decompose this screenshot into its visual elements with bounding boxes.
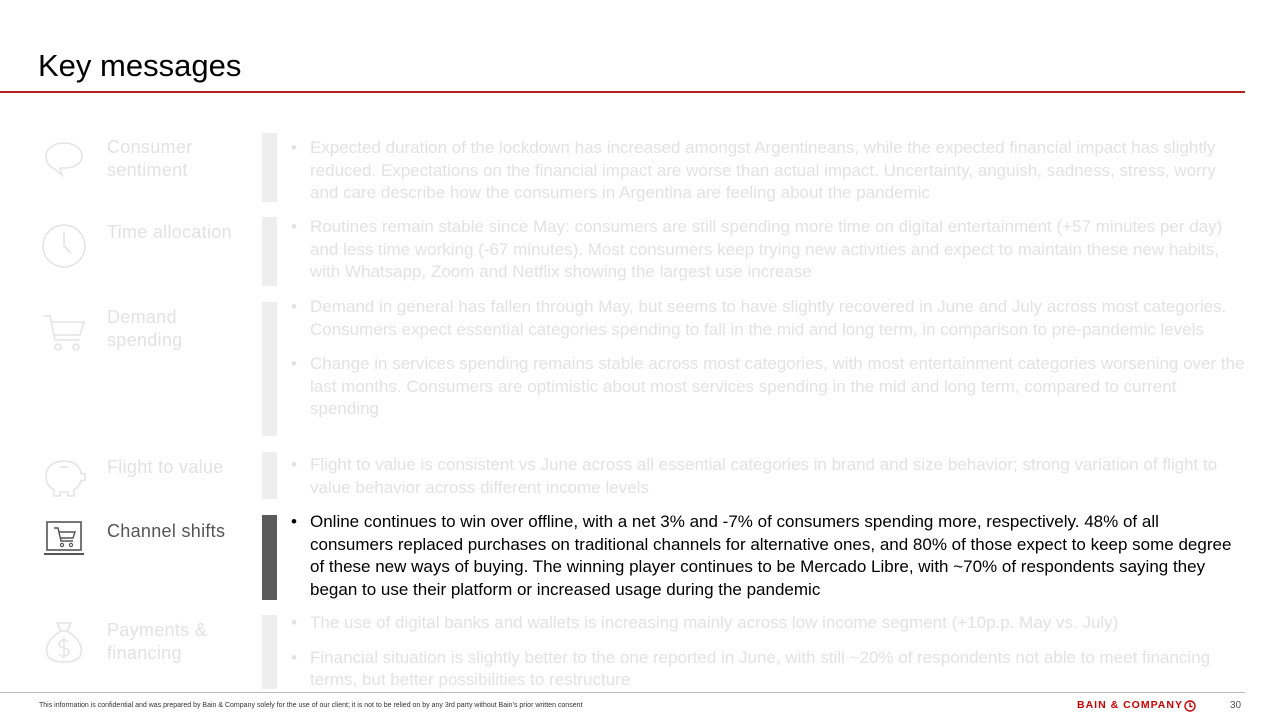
section-bullets xyxy=(291,511,1246,601)
section-bar xyxy=(262,452,277,499)
section-demand-spending xyxy=(0,297,1280,442)
confidentiality-disclaimer: This information is confidential and was prepared by Bain & Company solely for the use of our client; it is not to be relied on by any 3rd party without Bain’s prior written consent xyxy=(39,702,583,709)
bullet-text: • Flight to value is consistent vs June across all essential categories in brand and size behavior; strong variation of flight to value behavior across different income levels xyxy=(291,454,1246,499)
page-number: 30 xyxy=(1230,700,1242,711)
bullet-text: • Change in services spending remains stable across most categories, with most entertainment categories worsening over the last months. Consumers are optimistic about most services spending in the mid and long term, compared to current spending xyxy=(291,353,1246,421)
section-bar xyxy=(262,615,277,689)
section-label: Channel shifts xyxy=(107,521,226,541)
section-bar xyxy=(262,515,277,600)
title-divider xyxy=(0,91,1245,93)
bullet-text: • The use of digital banks and wallets is increasing mainly across low income segment (+10p.p. May vs. July) xyxy=(291,612,1246,635)
bullet-text: • Financial situation is slightly better to the one reported in June, with still ~20% of respondents not able to meet financing terms, but better possibilities to restructure xyxy=(291,647,1246,692)
laptop-cart-icon xyxy=(40,516,88,564)
footer-divider xyxy=(0,692,1245,693)
piggy-bank-icon xyxy=(40,452,88,500)
speech-bubble-icon xyxy=(40,138,88,186)
section-bar xyxy=(262,302,277,436)
bullet-text: • Expected duration of the lockdown has increased amongst Argentineans, while the expected financial impact has slightly reduced. Expectations on the financial impact are worse than actual impact. Uncertainty, anguish, sadness, stress, worry and care describe how the consumers in Argentina are feeling about the pandemic xyxy=(291,137,1246,205)
section-bullets xyxy=(291,296,1246,421)
page-title: Key messages xyxy=(38,48,242,83)
money-bag-icon xyxy=(40,617,88,665)
bullet-text: • Online continues to win over offline, with a net 3% and -7% of consumers spending more, respectively. 48% of all consumers replaced purchases on traditional channels for alternative ones, and 80% of those expect to keep some degree of these new ways of buying. The winning player continues to be Mercado Libre, with ~70% of respondents saying they began to use their platform or increased usage during the pandemic xyxy=(291,511,1246,601)
clock-icon xyxy=(40,222,88,270)
section-flight-to-value xyxy=(0,452,1280,500)
section-label: Payments & financing xyxy=(107,620,208,663)
section-label: Flight to value xyxy=(107,457,224,477)
section-bullets xyxy=(291,137,1246,205)
section-payments-financing xyxy=(0,615,1280,690)
section-bullets xyxy=(291,216,1246,284)
bain-logo: BAIN & COMPANY xyxy=(1077,699,1183,711)
section-consumer-sentiment xyxy=(0,133,1280,203)
section-label: Demand spending xyxy=(107,307,183,350)
bullet-text: • Demand in general has fallen through May, but seems to have slightly recovered in June and July across most categories. Consumers expect essential categories spending to fall in the mid and long term, in comparison to pre-pandemic levels xyxy=(291,296,1246,341)
section-bar xyxy=(262,217,277,286)
section-label: Consumer sentiment xyxy=(107,137,193,180)
section-channel-shifts xyxy=(0,512,1280,601)
logo-mark-icon xyxy=(1184,699,1196,711)
bullet-text: • Routines remain stable since May: consumers are still spending more time on digital entertainment (+57 minutes per day) and less time working (-67 minutes). Most consumers keep trying new activities and expect to maintain these new habits, with Whatsapp, Zoom and Netflix showing the largest use increase xyxy=(291,216,1246,284)
section-label: Time allocation xyxy=(107,222,232,242)
section-bar xyxy=(262,133,277,202)
section-bullets xyxy=(291,612,1246,692)
section-time-allocation xyxy=(0,217,1280,287)
section-bullets xyxy=(291,454,1246,499)
shopping-cart-icon xyxy=(40,308,88,356)
